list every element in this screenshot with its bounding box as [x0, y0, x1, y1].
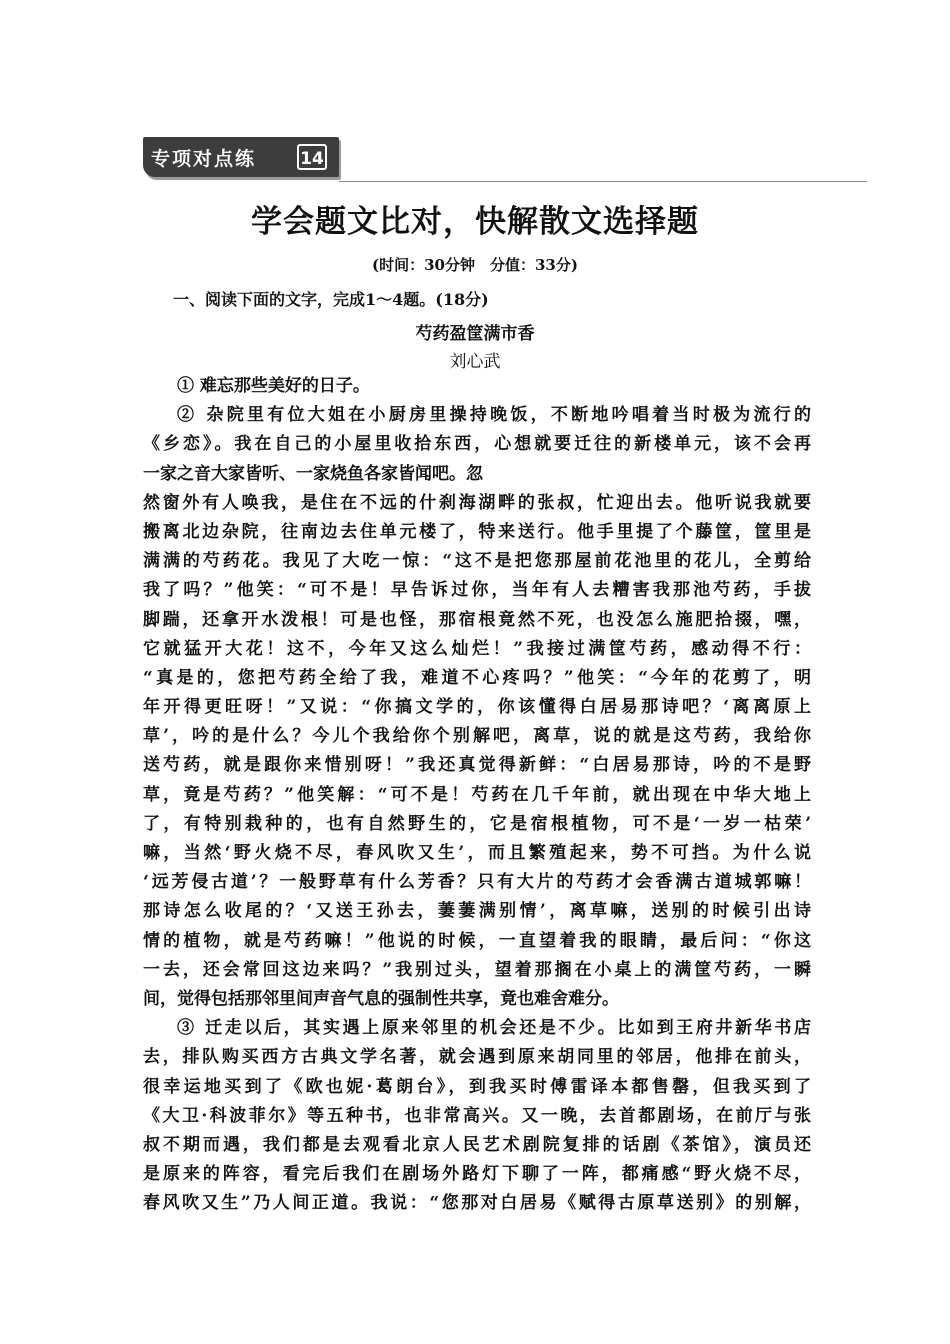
text-line: 情的植物，就是芍药嘛！”他说的时候，一直望着我的眼睛，最后问：“你这 [143, 930, 811, 951]
page-title: 学会题文比对，快解散文选择题 [251, 204, 699, 240]
text-line: 一去，还会常回这边来吗？”我别过头，望着那搁在小桌上的满筐芍药，一瞬 [143, 959, 811, 980]
text-line: 去，排队购买西方古典文学名著，就会遇到原来胡同里的邻居，他排在前头， [143, 1047, 811, 1068]
text-line: 春风吹又生”乃人间正道。我说：“您那对白居易《赋得古原草送别》的别解， [143, 1193, 811, 1214]
badge-label: 专项对点练 [151, 148, 257, 170]
text-line: 嘛，当然‘野火烧不尽，春风吹又生’，而且繁殖起来，势不可挡。为什么说 [143, 843, 811, 863]
text-line: 脚踹，还拿开水泼根！可是也怪，那宿根竟然不死，也没怎么施肥拾掇，嘿， [143, 609, 811, 630]
text-line: 一家之音大家皆听、一家烧鱼各家皆闻吧。忽 [143, 463, 483, 484]
text-line: ③ 迁走以后，其实遇上原来邻里的机会还是不少。比如到王府井新华书店 [177, 1018, 811, 1039]
passage-author: 刘心武 [449, 352, 501, 372]
text-line: ‘远芳侵古道’？一般野草有什么芳香？只有大片的芍药才会香满古道城郭嘛！ [143, 872, 811, 893]
text-line: 很幸运地买到了《欧也妮·葛朗台》，到我买时傅雷译本都售罄，但我买到了 [143, 1076, 811, 1097]
text-line: 草’，吟的是什么？今儿个我给你个别解吧，离草，说的就是这芍药，我给你 [143, 726, 811, 747]
text-line: 间，觉得包括那邻里间声音气息的强制性共享，竟也难舍难分。 [143, 988, 619, 1009]
badge-number: 14 [297, 144, 327, 170]
text-line: 满满的芍药花。我见了大吃一惊：“这不是把您那屋前花池里的花儿，全剪给 [143, 551, 811, 572]
section-badge [143, 137, 339, 177]
text-line: 了，有特别栽种的，也有自然野生的，它是宿根植物，可不是‘一岁一枯荣’ [143, 813, 811, 834]
text-line: 年开得更旺呀！”又说：“你搞文学的，你该懂得白居易那诗吧？‘离离原上 [143, 697, 811, 718]
passage-body [143, 372, 811, 1218]
text-line: 搬离北边杂院，往南边去住单元楼了，特来送行。他手里提了个藤筐，筐里是 [143, 521, 811, 542]
text-line: 叔不期而遇，我们都是去观看北京人民艺术剧院复排的话剧《茶馆》，演员还 [143, 1134, 811, 1155]
text-line: 我了吗？”他笑：“可不是！早告诉过你，当年有人去糟害我那池芍药，手拔 [143, 580, 811, 601]
passage-title: 芍药盈筐满市香 [415, 324, 535, 344]
text-line: “真是的，您把芍药全给了我，难道不心疼吗？”他笑：“今年的花剪了，明 [143, 667, 811, 688]
text-line: 送芍药，就是跟你来惜别呀！”我还真觉得新鲜：“白居易那诗，吟的不是野 [143, 755, 811, 776]
text-line: 草，竟是芍药？”他笑解：“可不是！芍药在几千年前，就出现在中华大地上 [143, 784, 811, 805]
question-heading: 一、阅读下面的文字，完成1～4题。(18分) [173, 290, 489, 309]
text-line: ② 杂院里有位大姐在小厨房里操持晚饭，不断地吟唱着当时极为流行的 [177, 405, 811, 426]
text-line: 然窗外有人唤我，是住在不远的什刹海湖畔的张叔，忙迎出去。他听说我就要 [143, 492, 811, 513]
text-line: 是原来的阵容，看完后我们在剧场外路灯下聊了一阵，都痛感“野火烧不尽， [143, 1164, 811, 1185]
text-line: 《大卫·科波菲尔》等五种书，也非常高兴。又一晚，去首都剧场，在前厅与张 [143, 1105, 811, 1126]
text-line: 《乡恋》。我在自己的小屋里收拾东西，心想就要迁往的新楼单元，该不会再 [143, 434, 811, 455]
section-header [143, 137, 868, 185]
text-line: 它就猛开大花！这不，今年又这么灿烂！”我接过满筐芍药，感动得不行： [143, 638, 811, 659]
header-rule [339, 181, 867, 182]
text-line: ① 难忘那些美好的日子。 [177, 376, 370, 396]
time-score-info: (时间：30分钟 分值：33分) [372, 256, 578, 274]
text-line: 那诗怎么收尾的？‘又送王孙去，萋萋满别情’，离草嘛，送别的时候引出诗 [143, 901, 811, 922]
